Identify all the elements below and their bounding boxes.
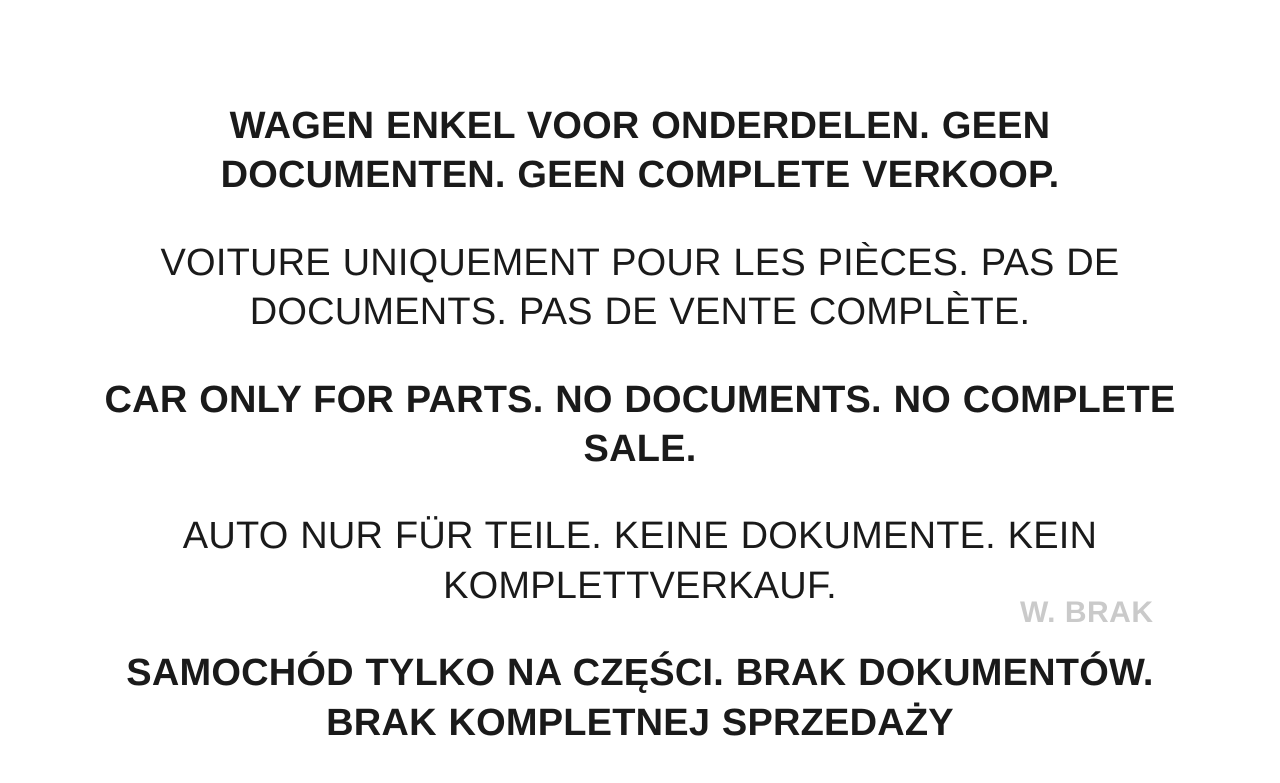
notice-line-dutch: WAGEN ENKEL VOOR ONDERDELEN. GEEN DOCUMENTEN. GEEN COMPLETE VERKOOP. bbox=[220, 105, 1060, 197]
notice-line-german: AUTO NUR FÜR TEILE. KEINE DOKUMENTE. KEIN KOMPLETTVERKAUF. bbox=[182, 515, 1098, 607]
watermark-text: W. BRAK bbox=[1020, 596, 1154, 629]
multilingual-notice-block bbox=[90, 60, 1190, 748]
notice-line-polish: SAMOCHÓD TYLKO NA CZĘŚCI. BRAK DOKUMENTÓW. BRAK KOMPLETNEJ SPRZEDAŻY bbox=[126, 652, 1154, 744]
notice-line-english: CAR ONLY FOR PARTS. NO DOCUMENTS. NO COMPLETE SALE. bbox=[104, 378, 1176, 470]
notice-line-french: VOITURE UNIQUEMENT POUR LES PIÈCES. PAS DE DOCUMENTS. PAS DE VENTE COMPLÈTE. bbox=[160, 241, 1120, 334]
